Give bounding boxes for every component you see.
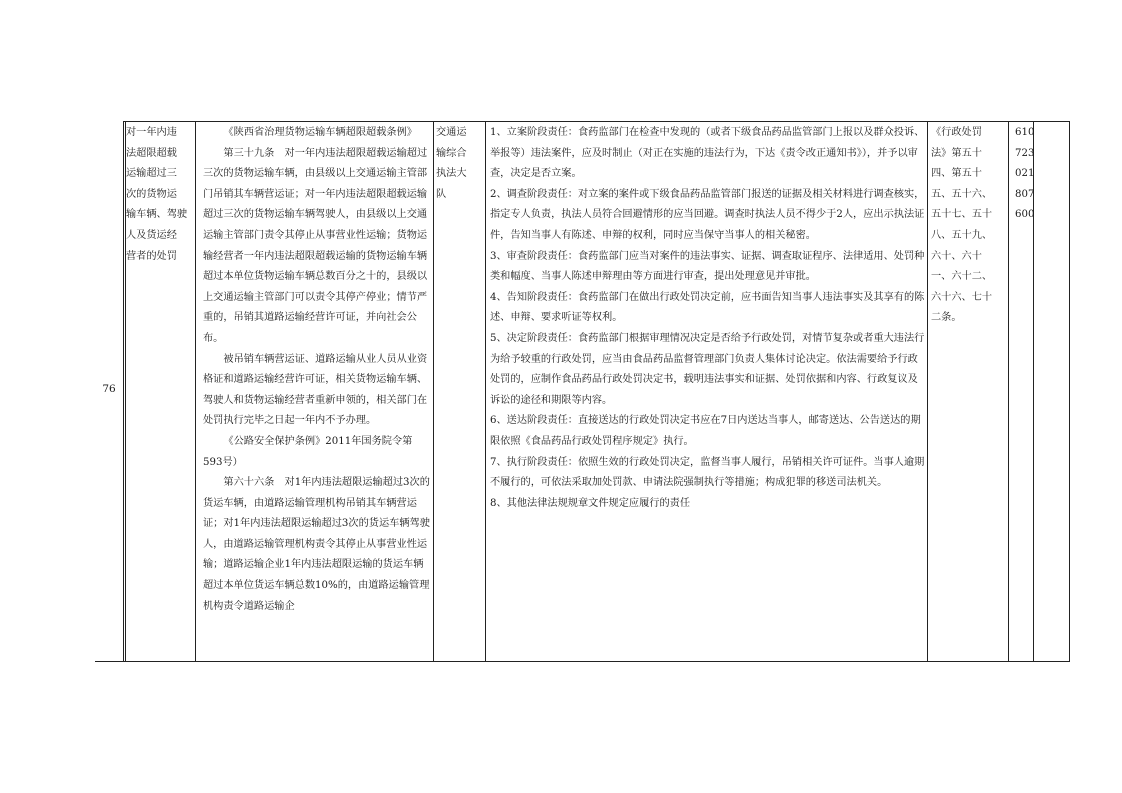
col-divider bbox=[433, 121, 434, 662]
basis-paragraph: 第三十九条 对一年内违法超限超载运输超过三次的货物运输车辆，由县级以上交通运输主管部门吊销其车辆营运证；对一年内违法超限超载运输超过三次的货物运输车辆驾驶人，由县级以上交通运输主管部门责令其停止从事营业性运输；货物运输经营者一年内违法超限超载运输的货物运输车辆超过本单位货物运输车辆总数百分之十的，县级以上交通运输主管部门可以责令其停产停业；情节严重的，吊销其道路运输经营许可证，并向社会公布。 bbox=[203, 147, 428, 344]
col-divider bbox=[1008, 121, 1009, 662]
item-name-cell: 对一年内违 法超限超载 运输超过三 次的货物运 输车辆、驾驶 人及货运经 营者的处罚 bbox=[126, 127, 188, 262]
duty-item: 5、决定阶段责任：食药监部门根据审理情况决定是否给予行政处罚，对情节复杂或者重大违法行为给予较重的行政处罚，应当由食品药品监督管理部门负责人集体讨论决定。依法需要给予行政处罚的，应制作食品药品行政处罚决定书，载明违法事实和证据、处罚依据和内容、行政复议及诉讼的途径和期限等内容。 bbox=[490, 332, 925, 406]
authority-table bbox=[95, 121, 1070, 662]
duty-basis-cell: 《行政处罚 法》第五十 四、第五十 五、五十六、 五十七、五十 八、五十九、 六十、六十 一、六十二、 六十六、七十 二条。 bbox=[931, 127, 993, 324]
duty-item: 6、送达阶段责任：直接送达的行政处罚决定书应在7日内送达当事人，邮寄送达、公告送达的期限依照《食品药品行政处罚程序规定》执行。 bbox=[490, 415, 921, 447]
duty-item: 4、告知阶段责任：食药监部门在做出行政处罚决定前，应书面告知当事人违法事实及其享有的陈述、申辩、要求听证等权利。 bbox=[490, 291, 925, 324]
col-divider bbox=[123, 121, 124, 662]
duty-item: 1、立案阶段责任：食药监部门在检查中发现的（或者下级食品药品监管部门上报以及群众投诉、举报等）违法案件，应及时制止（对正在实施的违法行为，下达《责令改正通知书》），并予以审查，决定是否立案。 bbox=[490, 127, 925, 180]
legal-basis-cell bbox=[203, 121, 431, 662]
col-divider bbox=[485, 121, 486, 662]
col-divider bbox=[927, 121, 928, 662]
basis-paragraph: 第六十六条 对1年内违法超限运输超过3次的货运车辆，由道路运输管理机构吊销其车辆营运证；对1年内违法超限运输超过3次的货运车辆驾驶人，由道路运输管理机构责令其停止从事营业性运输；道路运输企业1年内违法超限运输的货运车辆超过本单位货运车辆总数10%的，由道路运输管理机构责令道路运输企 bbox=[203, 477, 430, 612]
col-divider bbox=[195, 121, 196, 662]
code-cell: 610 723 021 807 600 bbox=[1015, 127, 1035, 221]
responsibility-cell bbox=[490, 121, 925, 662]
basis-paragraph: 《陕西省治理货物运输车辆超限超载条例》 bbox=[223, 127, 417, 138]
duty-item: 8、其他法律法规规章文件规定应履行的责任 bbox=[490, 497, 691, 509]
department-cell: 交通运 输综合 执法大 队 bbox=[436, 127, 467, 200]
duty-item: 2、调查阶段责任：对立案的案件或下级食品药品监管部门报送的证据及相关材料进行调查核实，指定专人负责，执法人员符合回避情形的应当回避。调查时执法人员不得少于2人，应出示执法证件，告知当事人有陈述、申辩的权利，同时应当保守当事人的相关秘密。 bbox=[490, 188, 925, 241]
duty-item: 7、执行阶段责任：依照生效的行政处罚决定，监督当事人履行，吊销相关许可证件。当事人逾期不履行的，可依法采取加处罚款、申请法院强制执行等措施；构成犯罪的移送司法机关。 bbox=[490, 456, 925, 489]
col-divider bbox=[1069, 121, 1070, 662]
sequence-number: 76 bbox=[102, 383, 116, 395]
basis-paragraph: 被吊销车辆营运证、道路运输从业人员从业资格证和道路运输经营许可证，相关货物运输车辆、驾驶人和货物运输经营者重新申领的，相关部门在处罚执行完毕之日起一年内不予办理。 bbox=[203, 353, 428, 427]
basis-paragraph: 《公路安全保护条例》2011年国务院令第593号） bbox=[203, 435, 413, 468]
remark-cell bbox=[1036, 121, 1068, 662]
duty-item: 3、审查阶段责任：食药监部门应当对案件的违法事实、证据、调查取证程序、法律适用、处罚种类和幅度、当事人陈述申辩理由等方面进行审查，提出处理意见并审批。 bbox=[490, 250, 925, 283]
